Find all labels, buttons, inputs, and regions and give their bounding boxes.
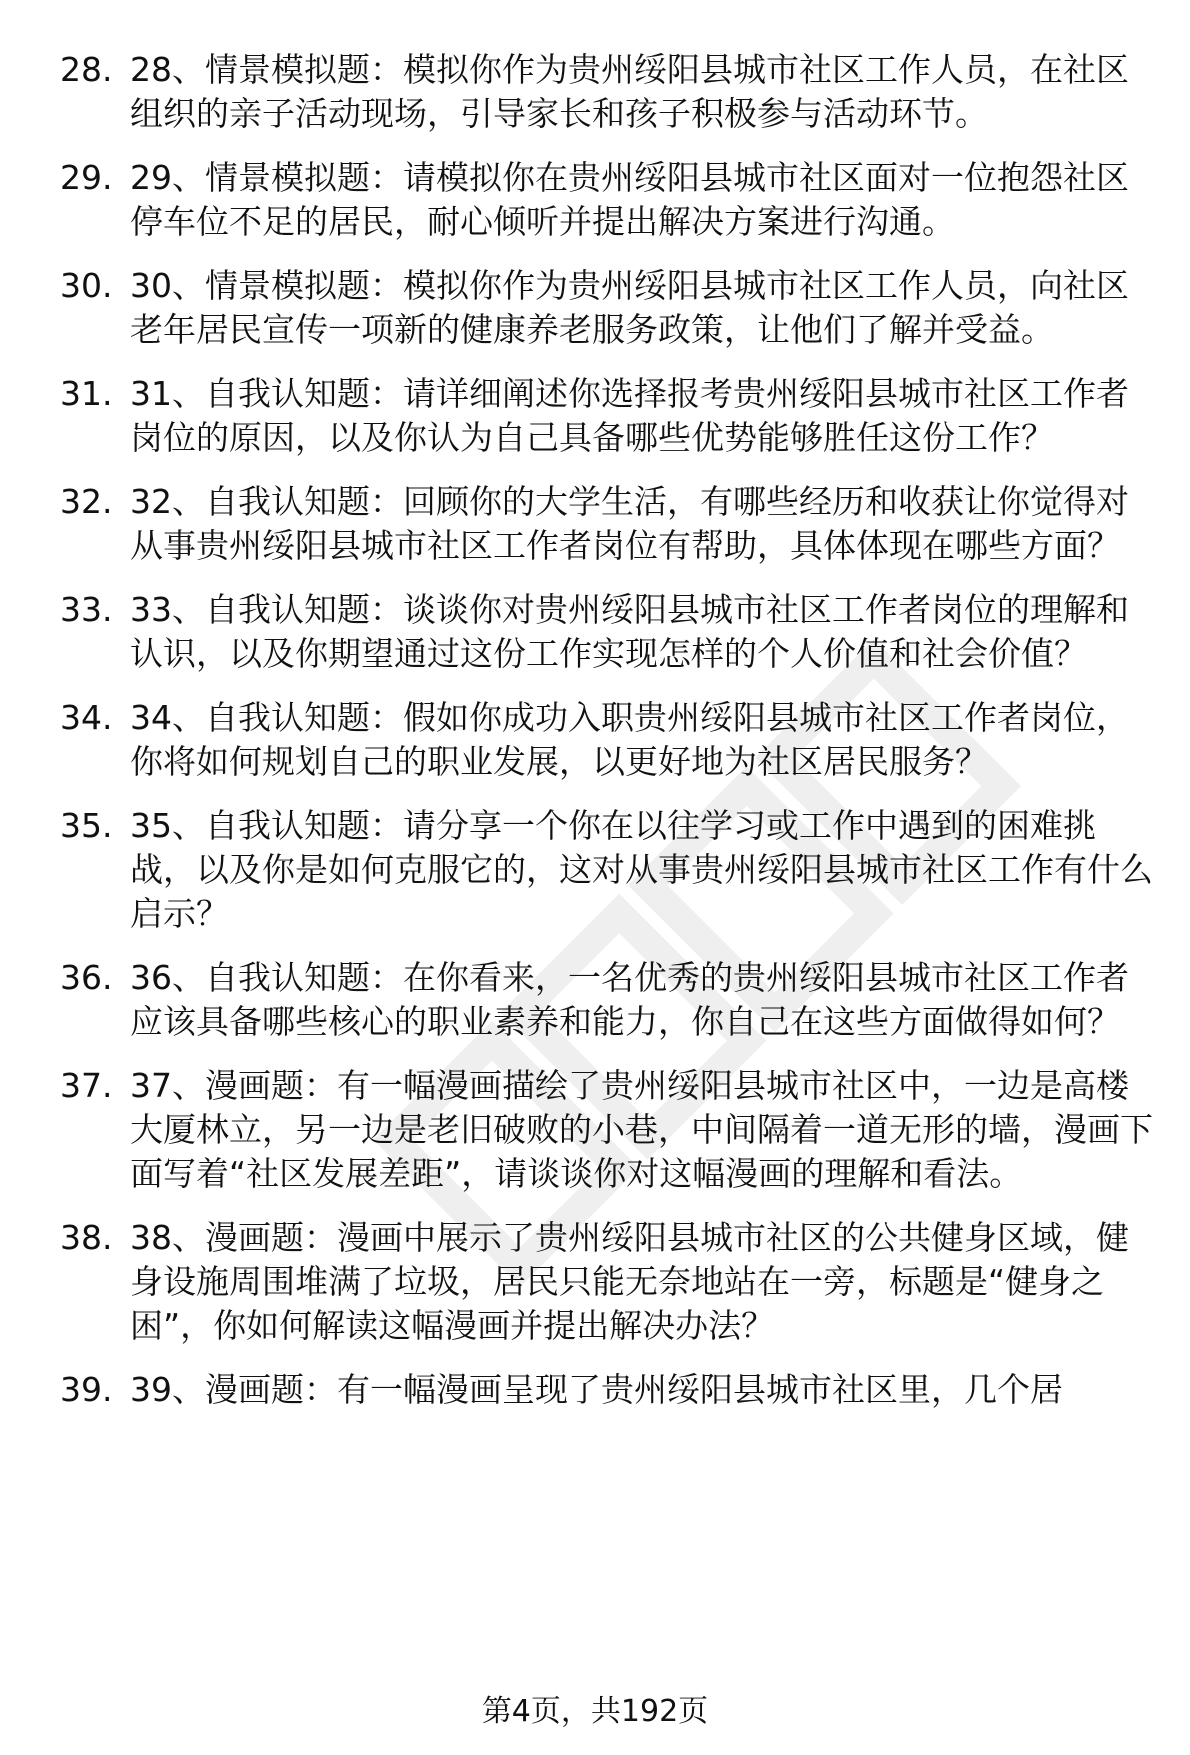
page-footer: 第4页，共192页	[481, 1694, 709, 1729]
item-text: 38、漫画题：漫画中展示了贵州绥阳县城市社区的公共健身区域，健身设施周围堆满了垃圾，居民只能无奈地站在一旁，标题是“健身之困”，你如何解读这幅漫画并提出解决办法？	[130, 1218, 1129, 1345]
item-number: 33.	[60, 590, 113, 629]
item-number: 39.	[60, 1370, 113, 1409]
list-item	[60, 264, 1160, 352]
item-text: 29、情景模拟题：请模拟你在贵州绥阳县城市社区面对一位抱怨社区停车位不足的居民，耐心倾听并提出解决方案进行沟通。	[130, 158, 1129, 241]
list-item	[60, 956, 1160, 1044]
list-item	[60, 1368, 1160, 1412]
question-list	[60, 48, 1160, 1432]
list-item	[60, 48, 1160, 136]
list-item	[60, 1064, 1160, 1196]
list-item	[60, 804, 1160, 936]
item-number: 32.	[60, 482, 113, 521]
item-number: 37.	[60, 1066, 113, 1105]
item-number: 31.	[60, 374, 113, 413]
list-item	[60, 1216, 1160, 1348]
item-number: 30.	[60, 266, 113, 305]
item-number: 28.	[60, 50, 113, 89]
item-text: 34、自我认知题：假如你成功入职贵州绥阳县城市社区工作者岗位，你将如何规划自己的职业发展，以更好地为社区居民服务？	[130, 698, 1129, 781]
item-text: 31、自我认知题：请详细阐述你选择报考贵州绥阳县城市社区工作者岗位的原因，以及你认为自己具备哪些优势能够胜任这份工作？	[130, 374, 1129, 457]
item-number: 38.	[60, 1218, 113, 1257]
item-text: 39、漫画题：有一幅漫画呈现了贵州绥阳县城市社区里，几个居	[130, 1370, 1063, 1409]
item-number: 34.	[60, 698, 113, 737]
item-text: 36、自我认知题：在你看来，一名优秀的贵州绥阳县城市社区工作者应该具备哪些核心的职业素养和能力，你自己在这些方面做得如何？	[130, 958, 1129, 1041]
item-text: 28、情景模拟题：模拟你作为贵州绥阳县城市社区工作人员，在社区组织的亲子活动现场，引导家长和孩子积极参与活动环节。	[130, 50, 1129, 133]
item-text: 33、自我认知题：谈谈你对贵州绥阳县城市社区工作者岗位的理解和认识，以及你期望通过这份工作实现怎样的个人价值和社会价值？	[130, 590, 1129, 673]
item-text: 32、自我认知题：回顾你的大学生活，有哪些经历和收获让你觉得对从事贵州绥阳县城市社区工作者岗位有帮助，具体体现在哪些方面？	[130, 482, 1129, 565]
list-item	[60, 696, 1160, 784]
item-number: 36.	[60, 958, 113, 997]
item-text: 30、情景模拟题：模拟你作为贵州绥阳县城市社区工作人员，向社区老年居民宣传一项新的健康养老服务政策，让他们了解并受益。	[130, 266, 1129, 349]
item-number: 29.	[60, 158, 113, 197]
item-text: 37、漫画题：有一幅漫画描绘了贵州绥阳县城市社区中，一边是高楼大厦林立，另一边是老旧破败的小巷，中间隔着一道无形的墙，漫画下面写着“社区发展差距”，请谈谈你对这幅漫画的理解和看法。	[130, 1066, 1153, 1193]
list-item	[60, 480, 1160, 568]
item-text: 35、自我认知题：请分享一个你在以往学习或工作中遇到的困难挑战，以及你是如何克服它的，这对从事贵州绥阳县城市社区工作有什么启示？	[130, 806, 1153, 933]
item-number: 35.	[60, 806, 113, 845]
list-item	[60, 156, 1160, 244]
list-item	[60, 588, 1160, 676]
list-item	[60, 372, 1160, 460]
